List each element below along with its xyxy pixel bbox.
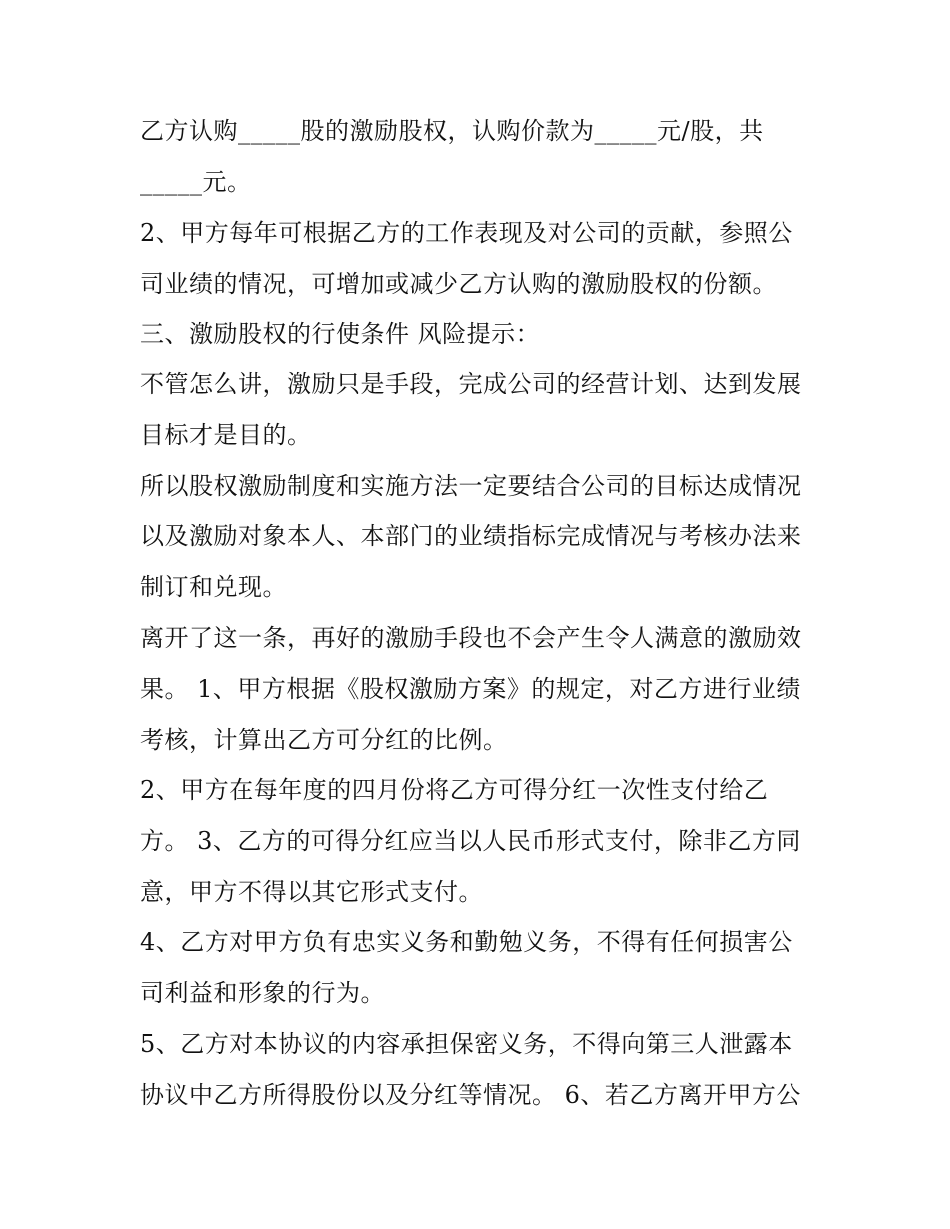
- paragraph-line: _____元。: [140, 168, 252, 196]
- paragraph-line: 离开了这一条，再好的激励手段也不会产生令人满意的激励效: [140, 624, 802, 652]
- paragraph-line: 所以股权激励制度和实施方法一定要结合公司的目标达成情况: [140, 472, 802, 500]
- paragraph-line: 2、甲方每年可根据乙方的工作表现及对公司的贡献，参照公: [140, 219, 793, 247]
- paragraph-line: 意，甲方不得以其它形式支付。: [140, 878, 483, 906]
- paragraph-line: 不管怎么讲，激励只是手段，完成公司的经营计划、达到发展: [140, 370, 802, 398]
- paragraph-line: 考核，计算出乙方可分红的比例。: [140, 726, 508, 754]
- paragraph-line: 以及激励对象本人、本部门的业绩指标完成情况与考核办法来: [140, 522, 802, 550]
- paragraph-line: 制订和兑现。: [140, 573, 287, 601]
- paragraph-line: 2、甲方在每年度的四月份将乙方可得分红一次性支付给乙: [140, 776, 769, 804]
- paragraph-line: 5、乙方对本协议的内容承担保密义务，不得向第三人泄露本: [140, 1030, 793, 1058]
- paragraph-line: 协议中乙方所得股份以及分红等情况。 6、若乙方离开甲方公: [140, 1081, 801, 1109]
- paragraph-line: 4、乙方对甲方负有忠实义务和勤勉义务，不得有任何损害公: [140, 928, 793, 956]
- paragraph-line: 司业绩的情况，可增加或减少乙方认购的激励股权的份额。: [140, 270, 777, 298]
- paragraph-line: 乙方认购_____股的激励股权，认购价款为_____元/股，共: [140, 117, 764, 145]
- section-heading: 三、激励股权的行使条件 风险提示：: [140, 320, 541, 348]
- paragraph-line: 方。 3、乙方的可得分红应当以人民币形式支付，除非乙方同: [140, 827, 801, 855]
- paragraph-line: 果。 1、甲方根据《股权激励方案》的规定，对乙方进行业绩: [140, 675, 801, 703]
- paragraph-line: 目标才是目的。: [140, 421, 312, 449]
- paragraph-line: 司利益和形象的行为。: [140, 979, 385, 1007]
